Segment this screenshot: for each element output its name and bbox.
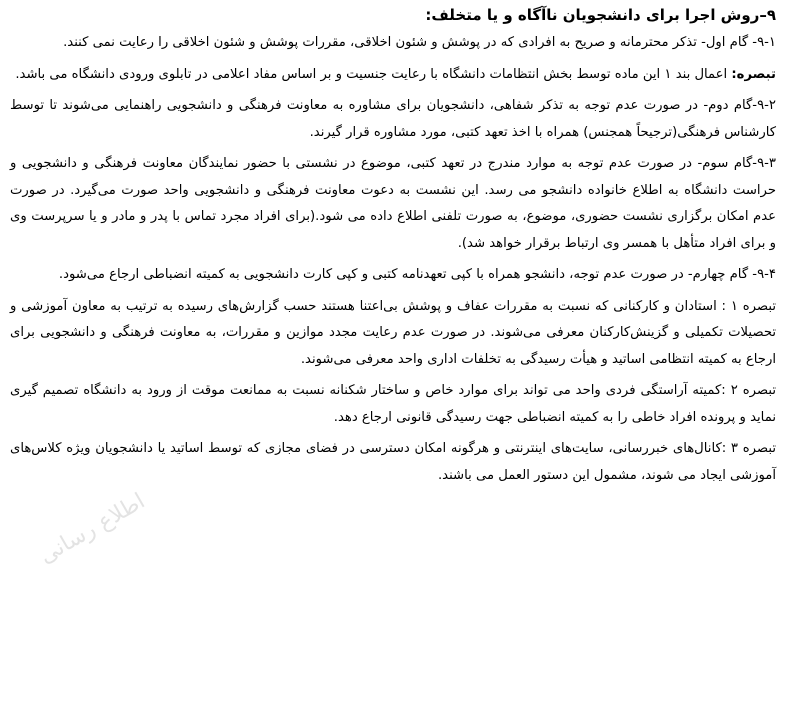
paragraph-step-3 [10, 151, 776, 257]
document-page [10, 0, 776, 494]
section-heading: ۹–روش اجرا برای دانشجویان ناآگاه و یا متخلف: [425, 6, 776, 24]
paragraph-text: ۹-۲-گام دوم- در صورت عدم توجه به تذکر شفاهی، دانشجویان برای مشاوره به معاونت فرهنگی و دانشجویی راهنمایی می‌شوند تا توسط کارشناس فرهنگی(ترجیحاً همجنس) همراه با اخذ تعهد کتبی، مورد مشاوره قرار گیرند. [10, 98, 776, 140]
paragraph-text: ۹-۱- گام اول- تذکر محترمانه و صریح به افرادی که در پوشش و شئون اخلاقی، مقررات پوشش و شئون اخلاقی را رعایت نمی کنند. [63, 35, 776, 50]
paragraph-text: تبصره ۳ :کانال‌های خبررسانی، سایت‌های اینترنتی و هرگونه امکان دسترسی در فضای مجازی که توسط اساتید یا دانشجویان ویژه کلاس‌های آموزشی ایجاد می شوند، مشمول این دستور العمل می باشند. [10, 441, 777, 483]
paragraph-text: تبصره ۱ : استادان و کارکنانی که نسبت به مقررات عفاف و پوشش بی‌اعتنا هستند حسب گزارش‌های رسیده به ترتیب به معاون آموزشی و تحصیلات تکمیلی و گزینش‌کارکنان معرفی می‌شوند. در صورت عدم رعایت مجدد موازین و مقررات، به معاونت فرهنگی و دانشجویی برای ارجاع به کمیته انتظامی اساتید و هیأت رسیدگی به تخلفات اداری واحد معرفی می‌شوند. [10, 298, 777, 367]
paragraph-note [10, 62, 776, 89]
watermark: اطلاع رسانی [35, 488, 150, 569]
paragraph-text: ۹-۳-گام سوم- در صورت عدم توجه به موارد مندرج در تعهد کتبی، موضوع در نشستی با حضور نمایندگان معاونت فرهنگی و دانشجویی و حراست دانشگاه به اطلاع خانواده دانشجو می رسد. این نشست به دعوت معاونت فرهنگی و دانشجویی واحد صورت می‌گیرد. در صورت عدم امکان برگزاری نشست حضوری، موضوع، به صورت تلفنی اطلاع داده می شود.(برای افراد مجرد تماس با پدر و مادر و یا سرپرست وی و برای افراد متأهل با همسر وی ارتباط برقرار خواهد شد). [10, 156, 776, 251]
paragraph-text: تبصره ۲ :کمیته آراستگی فردی واحد می تواند برای موارد خاص و ساختار شکنانه نسبت به ممانعت موقت از ورود به دانشگاه تصمیم گیری نماید و پرونده افراد خاطی را به کمیته انضباطی جهت رسیدگی قانونی ارجاع دهد. [10, 383, 776, 425]
paragraph-note-2 [10, 378, 776, 431]
paragraph-text: ۹-۴- گام چهارم- در صورت عدم توجه، دانشجو همراه با کپی تعهدنامه کتبی و کپی کارت دانشجویی به کمیته انضباطی ارجاع می‌شود. [58, 267, 776, 282]
paragraph-note-1 [10, 294, 776, 374]
paragraph-step-1 [10, 30, 776, 57]
paragraph-note-3 [10, 436, 776, 489]
note-label: تبصره: [731, 66, 776, 82]
paragraph-step-4 [10, 262, 776, 289]
paragraph-step-2 [10, 93, 776, 146]
paragraph-text: اعمال بند ۱ این ماده توسط بخش انتظامات دانشگاه با رعایت جنسیت و بر اساس مفاد اعلامی در تابلوی ورودی دانشگاه می باشد. [15, 66, 732, 82]
